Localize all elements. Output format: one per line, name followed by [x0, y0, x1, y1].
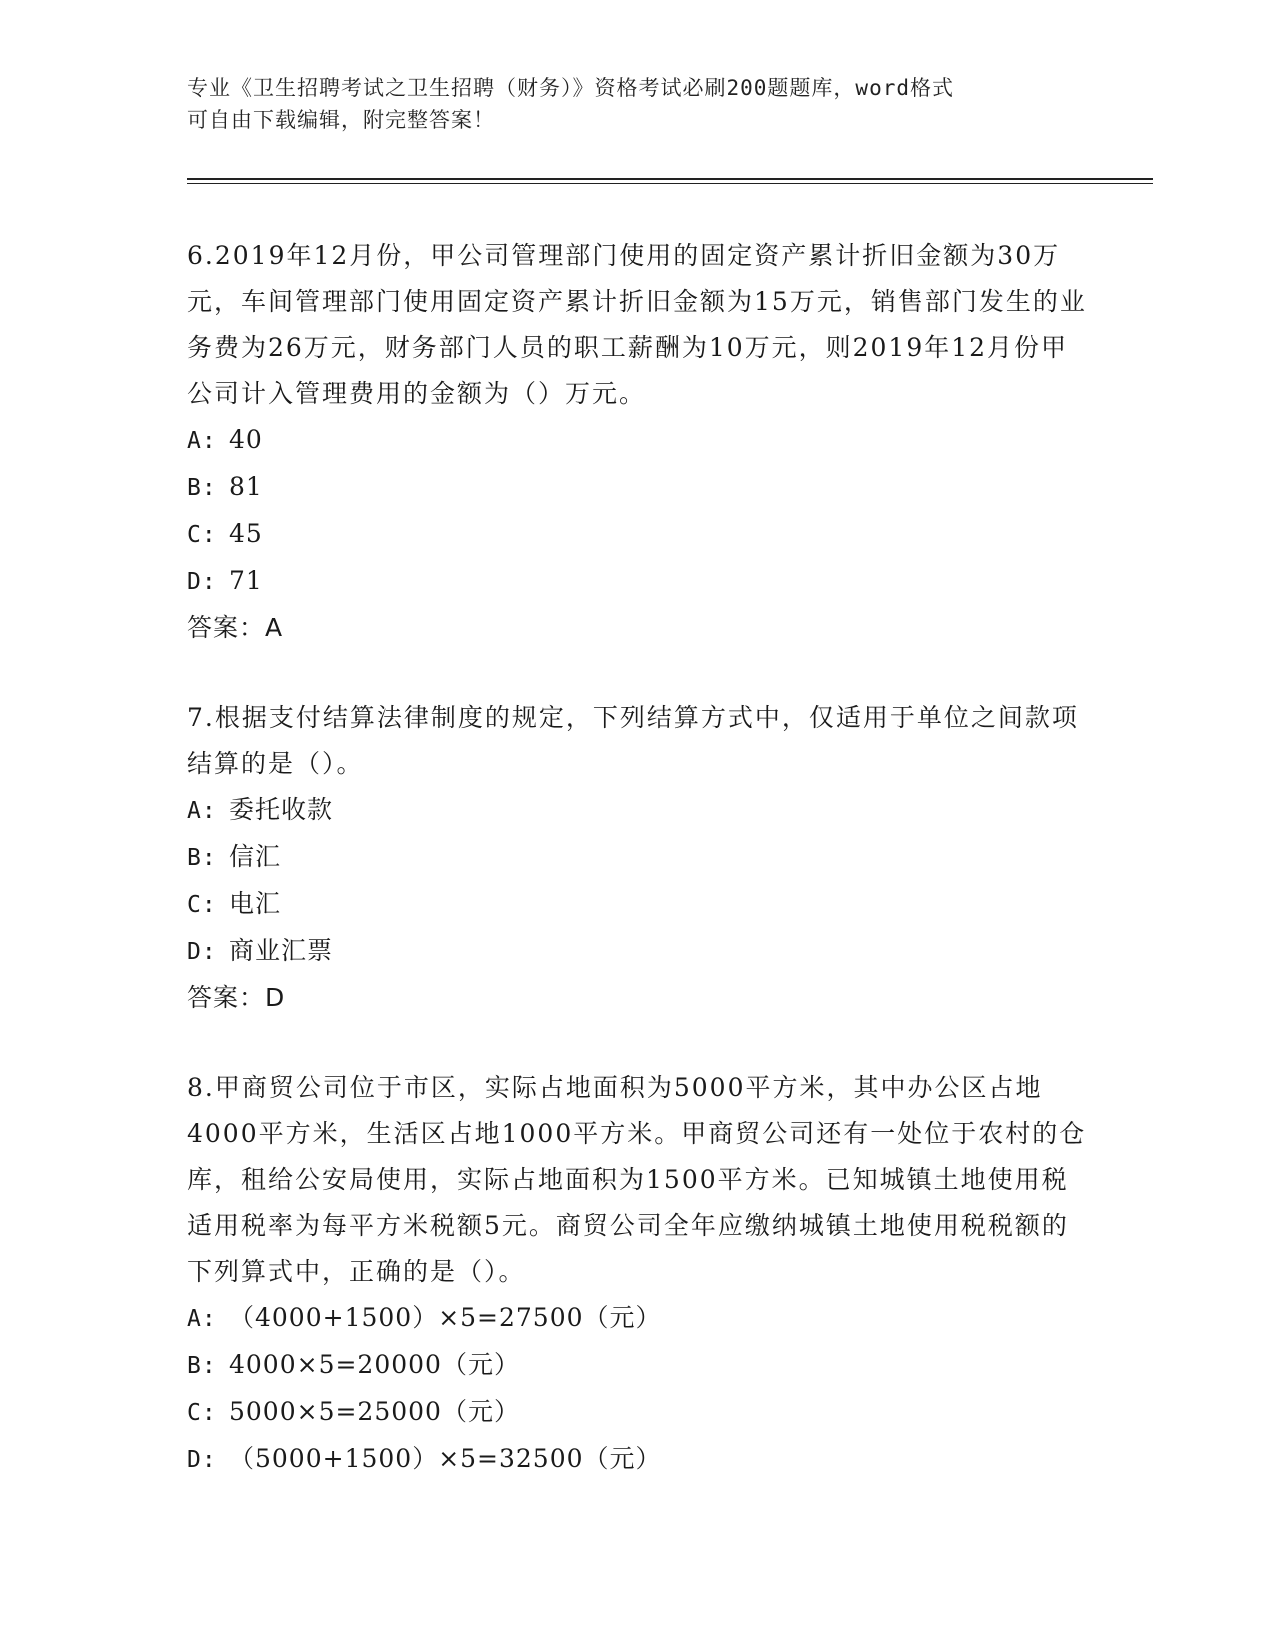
option-text: 81: [229, 472, 263, 501]
option-letter: B:: [187, 475, 217, 501]
question-stem: 6.2019年12月份，甲公司管理部门使用的固定资产累计折旧金额为30万元，车间管理部门使用固定资产累计折旧金额为15万元，销售部门发生的业务费为26万元，财务部门人员的职工薪酬为10万元，则2019年12月份甲公司计入管理费用的金额为（）万元。: [187, 241, 1087, 408]
option-text: 电汇: [229, 889, 282, 918]
header-divider: [187, 178, 1153, 184]
option-d: [187, 1436, 1087, 1483]
header-line-2: 可自由下载编辑，附完整答案！: [187, 108, 495, 132]
option-b: [187, 464, 1087, 511]
option-text: （5000+1500）×5=32500（元）: [229, 1444, 662, 1473]
option-d: [187, 558, 1087, 605]
option-letter: B:: [187, 1353, 217, 1379]
option-text: （4000+1500）×5=27500（元）: [229, 1303, 662, 1332]
option-letter: C:: [187, 522, 217, 548]
option-c: [187, 1389, 1087, 1436]
question-6: [187, 233, 1087, 651]
option-letter: D:: [187, 1447, 217, 1473]
question-7: [187, 695, 1087, 1021]
option-text: 45: [229, 519, 263, 548]
option-text: 信汇: [229, 842, 282, 871]
answer-line: 答案：A: [187, 613, 284, 642]
header-line-1: 专业《卫生招聘考试之卫生招聘（财务）》资格考试必刷200题题库，word格式: [187, 76, 954, 100]
option-text: 4000×5=20000（元）: [229, 1350, 520, 1379]
question-list: [187, 233, 1087, 1527]
document-header: [187, 72, 1087, 136]
option-letter: D:: [187, 939, 217, 965]
option-letter: C:: [187, 892, 217, 918]
option-letter: A:: [187, 428, 217, 454]
option-a: [187, 787, 1087, 834]
option-a: [187, 417, 1087, 464]
option-text: 71: [229, 566, 263, 595]
option-c: [187, 881, 1087, 928]
option-text: 40: [229, 425, 263, 454]
option-b: [187, 834, 1087, 881]
option-text: 商业汇票: [229, 936, 334, 965]
question-8: [187, 1065, 1087, 1483]
option-c: [187, 511, 1087, 558]
option-letter: B:: [187, 845, 217, 871]
option-text: 委托收款: [229, 795, 334, 824]
option-letter: A:: [187, 798, 217, 824]
option-d: [187, 928, 1087, 975]
option-letter: C:: [187, 1400, 217, 1426]
question-stem: 7.根据支付结算法律制度的规定，下列结算方式中，仅适用于单位之间款项结算的是（）。: [187, 703, 1079, 778]
option-b: [187, 1342, 1087, 1389]
option-letter: D:: [187, 569, 217, 595]
option-text: 5000×5=25000（元）: [229, 1397, 520, 1426]
question-stem: 8.甲商贸公司位于市区，实际占地面积为5000平方米，其中办公区占地4000平方米，生活区占地1000平方米。甲商贸公司还有一处位于农村的仓库，租给公安局使用，实际占地面积为1500平方米。已知城镇土地使用税适用税率为每平方米税额5元。商贸公司全年应缴纳城镇土地使用税税额的下列算式中，正确的是（）。: [187, 1073, 1087, 1286]
answer-line: 答案：D: [187, 983, 286, 1012]
option-a: [187, 1295, 1087, 1342]
option-letter: A:: [187, 1306, 217, 1332]
